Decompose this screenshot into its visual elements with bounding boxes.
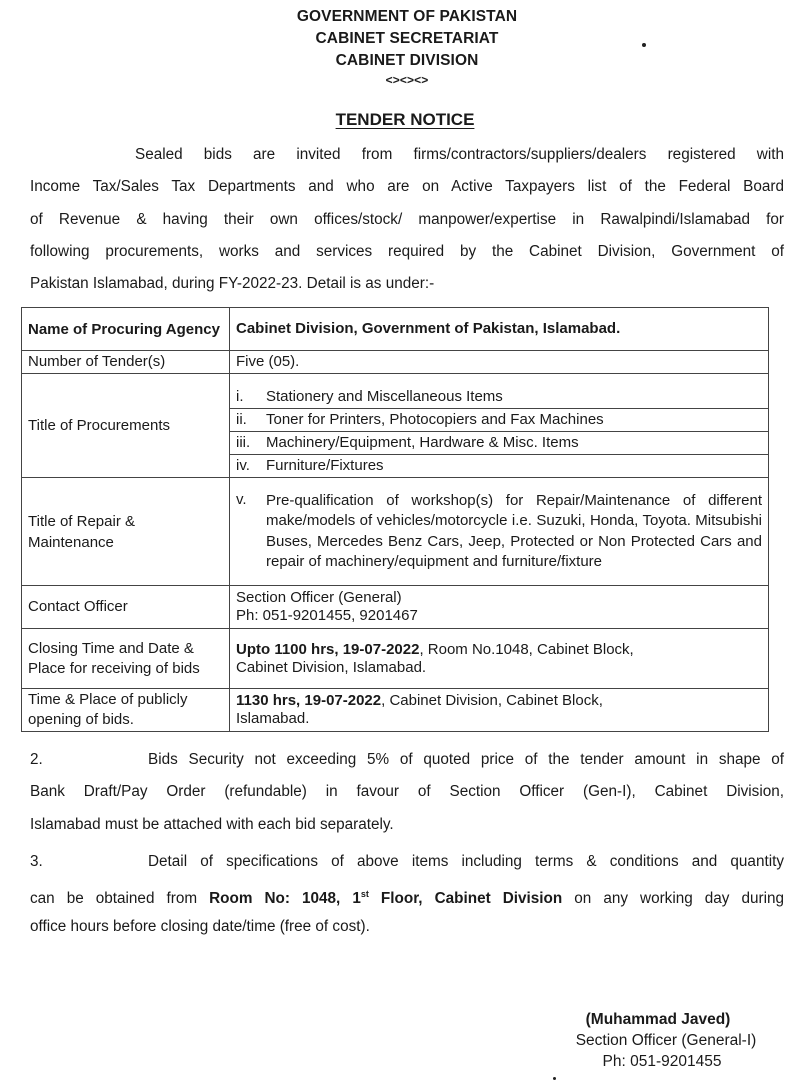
table-row — [22, 351, 769, 374]
contact-value — [230, 586, 769, 629]
tenders-value: Five (05). — [230, 351, 769, 374]
table-row — [22, 374, 769, 478]
procurement-item: ii. Toner for Printers, Photocopiers and Fax Machines — [230, 409, 768, 432]
intro-paragraph — [30, 139, 784, 300]
intro-line: Sealed bids are invited from firms/contractors/suppliers/dealers registered with — [135, 146, 784, 163]
header-line-government: GOVERNMENT OF PAKISTAN — [296, 8, 518, 25]
closing-datetime: Upto 1100 hrs, 19-07-2022 — [236, 640, 420, 658]
page-title: TENDER NOTICE — [335, 110, 475, 129]
room-location: Room No: 1048, 1st Floor, Cabinet Division — [209, 889, 563, 908]
opening-value: 1130 hrs, 19-07-2022, Cabinet Division, Cabinet Block, Islamabad. — [230, 689, 769, 732]
contact-officer-name: Section Officer (General) — [236, 589, 402, 606]
opening-datetime: 1130 hrs, 19-07-2022 — [236, 692, 382, 709]
intro-line: Income Tax/Sales Tax Departments and who are on Active Taxpayers list of the Federal Board — [30, 178, 784, 196]
tenders-label: Number of Tender(s) — [22, 351, 230, 374]
closing-value: Upto 1100 hrs, 19-07-2022, Room No.1048, Cabinet Block, Cabinet Division, Islamabad. — [230, 629, 769, 689]
table-row — [22, 586, 769, 629]
table-row — [22, 689, 769, 732]
agency-value: Cabinet Division, Government of Pakistan, Islamabad. — [230, 308, 769, 351]
tender-details-table — [21, 307, 769, 732]
header-line-division: CABINET DIVISION — [335, 52, 479, 69]
agency-label: Name of Procuring Agency — [22, 308, 230, 351]
closing-label: Closing Time and Date & Place for receiving of bids — [22, 629, 230, 689]
table-row — [22, 308, 769, 351]
procurement-item: i. Stationery and Miscellaneous Items — [230, 386, 768, 409]
header-ornament: <><><> — [385, 73, 429, 87]
scan-speck — [553, 1077, 556, 1080]
paragraph-3: 3. Detail of specifications of above items including terms & conditions and quantity can be obtained from Room No: 1048, 1st Floor, Cabinet Division on any working day during office hours before closing date/time (free of cost). — [30, 846, 784, 943]
repair-label: Title of Repair & Maintenance — [22, 478, 230, 586]
intro-line: of Revenue & having their own offices/stock/ manpower/expertise in Rawalpindi/Islamabad for — [30, 210, 784, 228]
table-row — [22, 629, 769, 689]
procurement-item: iv. Furniture/Fixtures — [236, 457, 384, 474]
intro-line: Pakistan Islamabad, during FY-2022-23. Detail is as under:- — [30, 275, 435, 293]
intro-line: following procurements, works and services required by the Cabinet Division, Government of — [30, 242, 784, 260]
procurements-list — [230, 374, 769, 478]
procurement-item: iii. Machinery/Equipment, Hardware & Misc. Items — [230, 432, 768, 455]
table-row — [22, 478, 769, 586]
scan-speck — [642, 43, 646, 47]
signatory-name: (Muhammad Javed) — [585, 1011, 731, 1028]
repair-value — [230, 478, 769, 586]
signatory-designation: Section Officer (General-I) — [575, 1032, 757, 1049]
repair-text: Pre-qualification of workshop(s) for Repair/Maintenance of different make/models of vehicles/motorcycle i.e. Suzuki, Honda, Toyota. Mitsubishi Buses, Mercedes Benz Cars, Jeep, Protected or Non Protected Cars and repair of machinery/equipment and furniture/fixture — [266, 491, 762, 570]
repair-num: v. — [236, 490, 247, 508]
contact-phone: Ph: 051-9201455, 9201467 — [236, 607, 418, 624]
para-number: 3. — [30, 853, 43, 870]
opening-label: Time & Place of publicly opening of bids. — [22, 689, 230, 732]
header-line-secretariat: CABINET SECRETARIAT — [315, 30, 499, 47]
paragraph-2: 2. Bids Security not exceeding 5% of quoted price of the tender amount in shape of Bank Draft/Pay Order (refundable) in favour of Section Officer (Gen-I), Cabinet Division, Islamabad must be attached with each bid separately. — [30, 744, 784, 841]
signatory-phone: Ph: 051-9201455 — [602, 1053, 722, 1070]
procurements-label: Title of Procurements — [22, 374, 230, 478]
contact-label: Contact Officer — [22, 586, 230, 629]
para-number: 2. — [30, 751, 43, 768]
